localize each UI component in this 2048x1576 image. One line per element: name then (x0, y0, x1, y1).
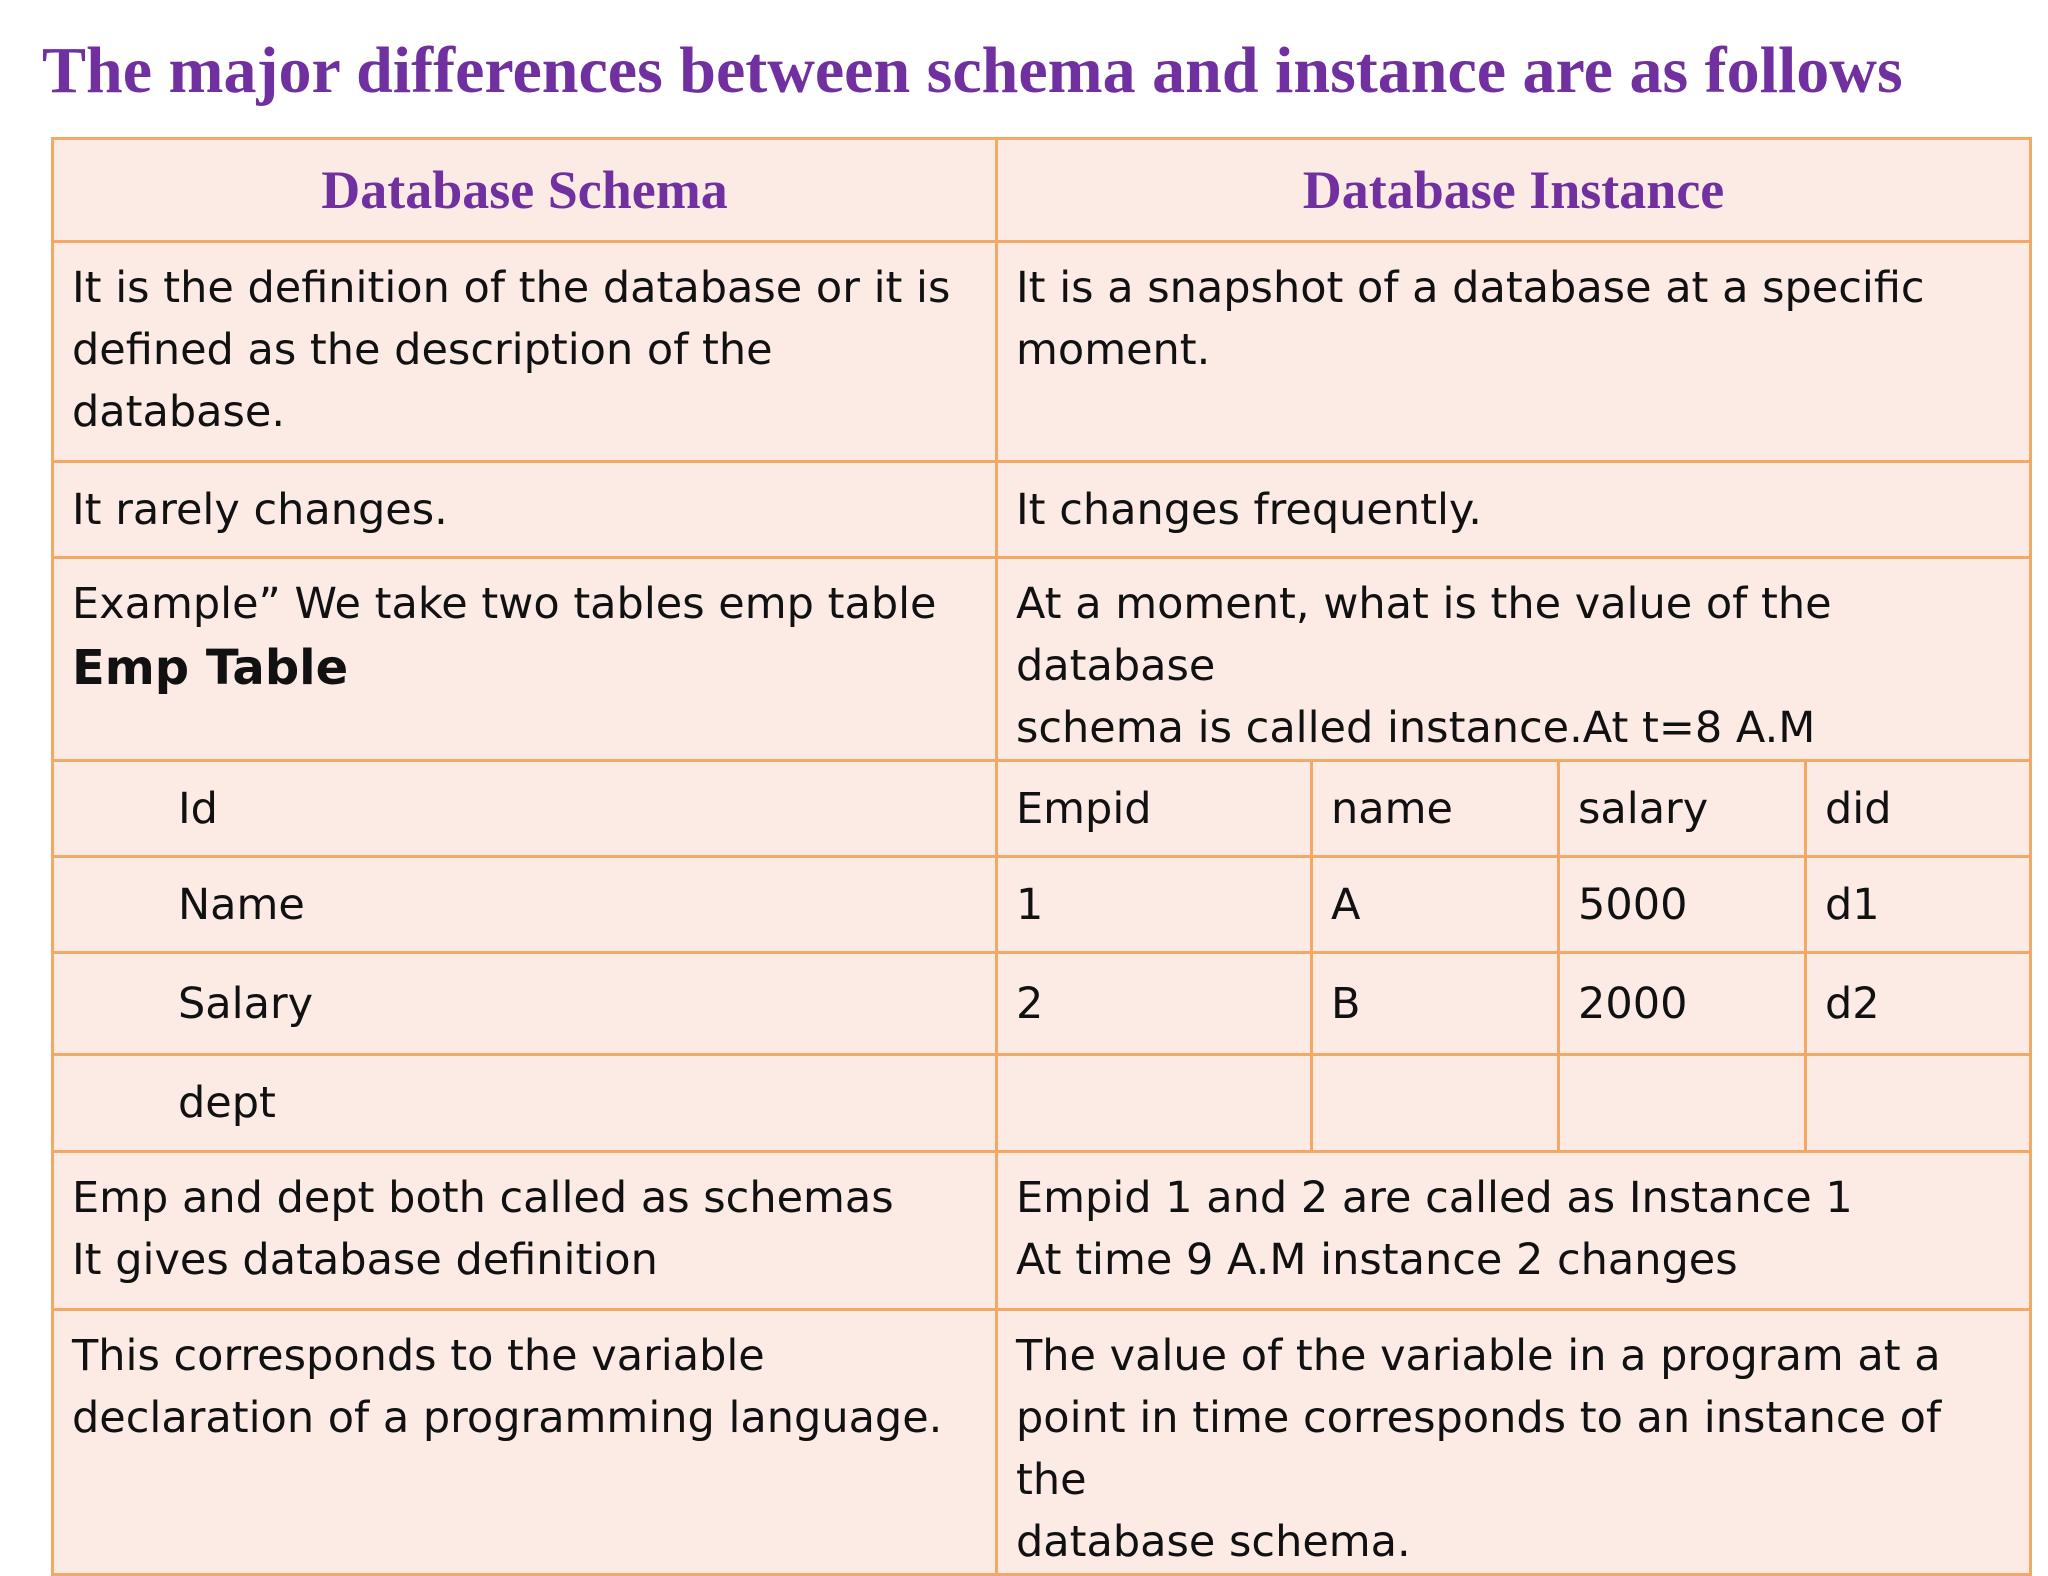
data-cell: 2000 (1559, 953, 1806, 1055)
schema-change-cell: It rarely changes. (53, 462, 997, 558)
instance-header: Database Instance (997, 139, 2031, 242)
column-header: Empid (997, 761, 1312, 857)
column-header: salary (1559, 761, 1806, 857)
text-line: It is a snapshot of a database at a specific (1016, 263, 1925, 313)
change-row (53, 462, 2031, 558)
text-line: Emp and dept both called as schemas (72, 1173, 894, 1223)
text-line: At a moment, what is the value of the database (1016, 579, 1832, 691)
schema-definition-cell (53, 242, 997, 462)
text-line: point in time corresponds to an instance of the (1016, 1393, 1942, 1505)
text-line: This corresponds to the variable (72, 1331, 765, 1381)
text-line: At time 9 A.M instance 2 changes (1016, 1235, 1738, 1285)
example-row (53, 558, 2031, 761)
table-row (53, 1055, 2031, 1152)
data-cell: d1 (1806, 857, 2031, 953)
header-row (53, 139, 2031, 242)
data-cell: B (1312, 953, 1559, 1055)
empty-cell (1806, 1055, 2031, 1152)
emp-table-label: Emp Table (72, 640, 349, 696)
column-header: did (1806, 761, 2031, 857)
text-line: declaration of a programming language. (72, 1393, 943, 1443)
data-cell: d2 (1806, 953, 2031, 1055)
instance-analogy-cell (997, 1310, 2031, 1575)
instance-example-cell (997, 558, 2031, 761)
text-line: Example” We take two tables emp table (72, 579, 937, 629)
empty-cell (997, 1055, 1312, 1152)
text-line: It is the definition of the database or it is (72, 263, 951, 313)
empty-cell (1312, 1055, 1559, 1152)
analogy-row (53, 1310, 2031, 1575)
data-cell: 1 (997, 857, 1312, 953)
instance-definition-cell (997, 242, 2031, 462)
emp-field: Salary (53, 953, 997, 1055)
schema-header: Database Schema (53, 139, 997, 242)
text-line: It gives database definition (72, 1235, 658, 1285)
definition-row (53, 242, 2031, 462)
empty-cell (1559, 1055, 1806, 1152)
table-row (53, 857, 2031, 953)
summary-row (53, 1152, 2031, 1310)
data-cell: 2 (997, 953, 1312, 1055)
text-line: defined as the description of the database. (72, 325, 773, 437)
text-line: database schema. (1016, 1517, 1411, 1567)
instance-summary-cell (997, 1152, 2031, 1310)
table-row (53, 953, 2031, 1055)
schema-analogy-cell (53, 1310, 997, 1575)
text-line: The value of the variable in a program at a (1016, 1331, 1941, 1381)
table-row (53, 761, 2031, 857)
emp-field: Name (53, 857, 997, 953)
schema-example-cell (53, 558, 997, 761)
emp-field: dept (53, 1055, 997, 1152)
slide-title: The major differences between schema and instance are as follows (42, 34, 1903, 107)
text-line: schema is called instance.At t=8 A.M (1016, 703, 1816, 753)
comparison-table (51, 137, 2032, 1576)
column-header: name (1312, 761, 1559, 857)
text-line: moment. (1016, 325, 1211, 375)
emp-field: Id (53, 761, 997, 857)
instance-change-cell: It changes frequently. (997, 462, 2031, 558)
text-line: Empid 1 and 2 are called as Instance 1 (1016, 1173, 1853, 1223)
schema-summary-cell (53, 1152, 997, 1310)
data-cell: 5000 (1559, 857, 1806, 953)
data-cell: A (1312, 857, 1559, 953)
